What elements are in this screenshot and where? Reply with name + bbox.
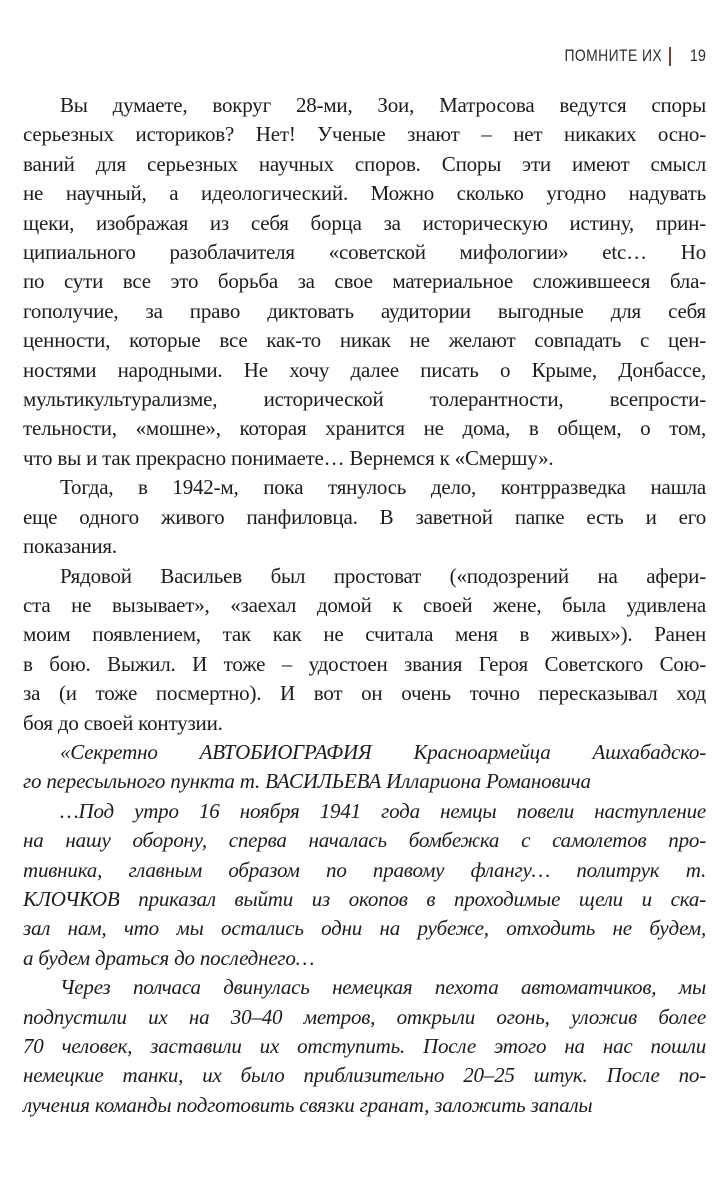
text-line: еще одного живого панфиловца. В заветной папке есть и его: [23, 504, 706, 529]
text-line: ваний для серьезных научных споров. Споры эти имеют смысл: [23, 151, 706, 176]
text-line: КЛОЧКОВ приказал выйти из окопов в проходимые щели и ска-: [23, 886, 706, 911]
paragraph: [23, 738, 706, 797]
text-line: Тогда, в 1942-м, пока тянулось дело, контрразведка нашла: [60, 475, 706, 500]
text-line: за (и тоже посмертно). И вот он очень точно пересказывал ход: [23, 681, 706, 706]
paragraph: [23, 973, 706, 1120]
text-line: «Секретно АВТОБИОГРАФИЯ Красноармейца Ашхабадско-: [60, 739, 706, 764]
paragraph: [23, 91, 706, 473]
page-body: [23, 91, 706, 1120]
page-number: 19: [689, 46, 706, 65]
text-line: 70 человек, заставили их отступить. После этого на нас пошли: [23, 1034, 706, 1058]
text-line: тельности, «мошне», которая хранится не дома, в общем, о том,: [23, 416, 706, 441]
text-line: ципиального разоблачителя «советской мифологии» etc… Но: [23, 240, 706, 265]
text-line: что вы и так прекрасно понимаете… Вернемся к «Смершу».: [23, 445, 554, 470]
paragraph: [23, 797, 706, 973]
text-line: серьезных историков? Нет! Ученые знают – нет никаких осно-: [23, 122, 706, 147]
text-line: в бою. Выжил. И тоже – удостоен звания Героя Советского Сою-: [23, 651, 706, 676]
text-line: не научный, а идеологический. Можно сколько угодно надувать: [23, 181, 706, 206]
text-line: ста не вызывает», «заехал домой к своей жене, была удивлена: [23, 592, 706, 617]
text-line: го пересыльного пункта т. ВАСИЛЬЕВА Иллариона Романовича: [23, 769, 591, 794]
text-line: по сути все это борьба за свое материальное сложившееся бла-: [23, 269, 706, 294]
paragraph: [23, 562, 706, 738]
text-line: ностями народными. Не хочу далее писать о Крыме, Донбассе,: [23, 357, 706, 382]
text-line: тивника, главным образом по правому флангу… политрук т.: [23, 857, 706, 882]
text-line: моим появлением, так как не считала меня в живых»). Ранен: [23, 622, 706, 647]
text-line: Рядовой Васильев был простоват («подозрений на афери-: [60, 563, 706, 588]
text-line: немецкие танки, их было приблизительно 20–25 штук. После по-: [23, 1063, 706, 1088]
text-line: мультикультурализме, исторической толерантности, всепрости-: [23, 387, 706, 412]
text-line: а будем драться до последнего…: [23, 945, 315, 970]
header-divider: [669, 47, 671, 66]
text-line: зал нам, что мы остались одни на рубеже, отходить не будем,: [23, 916, 706, 941]
text-line: показания.: [23, 534, 117, 559]
text-line: Вы думаете, вокруг 28-ми, Зои, Матросова ведутся споры: [60, 93, 706, 117]
text-line: лучения команды подготовить связки гранат, заложить запалы: [23, 1092, 593, 1117]
text-line: Через полчаса двинулась немецкая пехота автоматчиков, мы: [60, 975, 706, 1000]
running-title: ПОМНИТЕ ИХ: [564, 46, 663, 65]
text-line: на нашу оборону, сперва началась бомбежка с самолетов про-: [23, 828, 706, 853]
text-line: щеки, изображая из себя борца за историческую истину, прин-: [23, 210, 706, 235]
text-line: боя до своей контузии.: [23, 710, 223, 735]
page-header: [23, 46, 706, 66]
text-line: …Под утро 16 ноября 1941 года немцы повели наступление: [60, 798, 706, 823]
text-line: подпустили их на 30–40 метров, открыли огонь, уложив более: [23, 1004, 706, 1029]
text-line: ценности, которые все как-то никак не желают совпадать с цен-: [23, 328, 706, 353]
text-line: гополучие, за право диктовать аудитории выгодные для себя: [23, 298, 706, 323]
paragraph: [23, 473, 706, 561]
